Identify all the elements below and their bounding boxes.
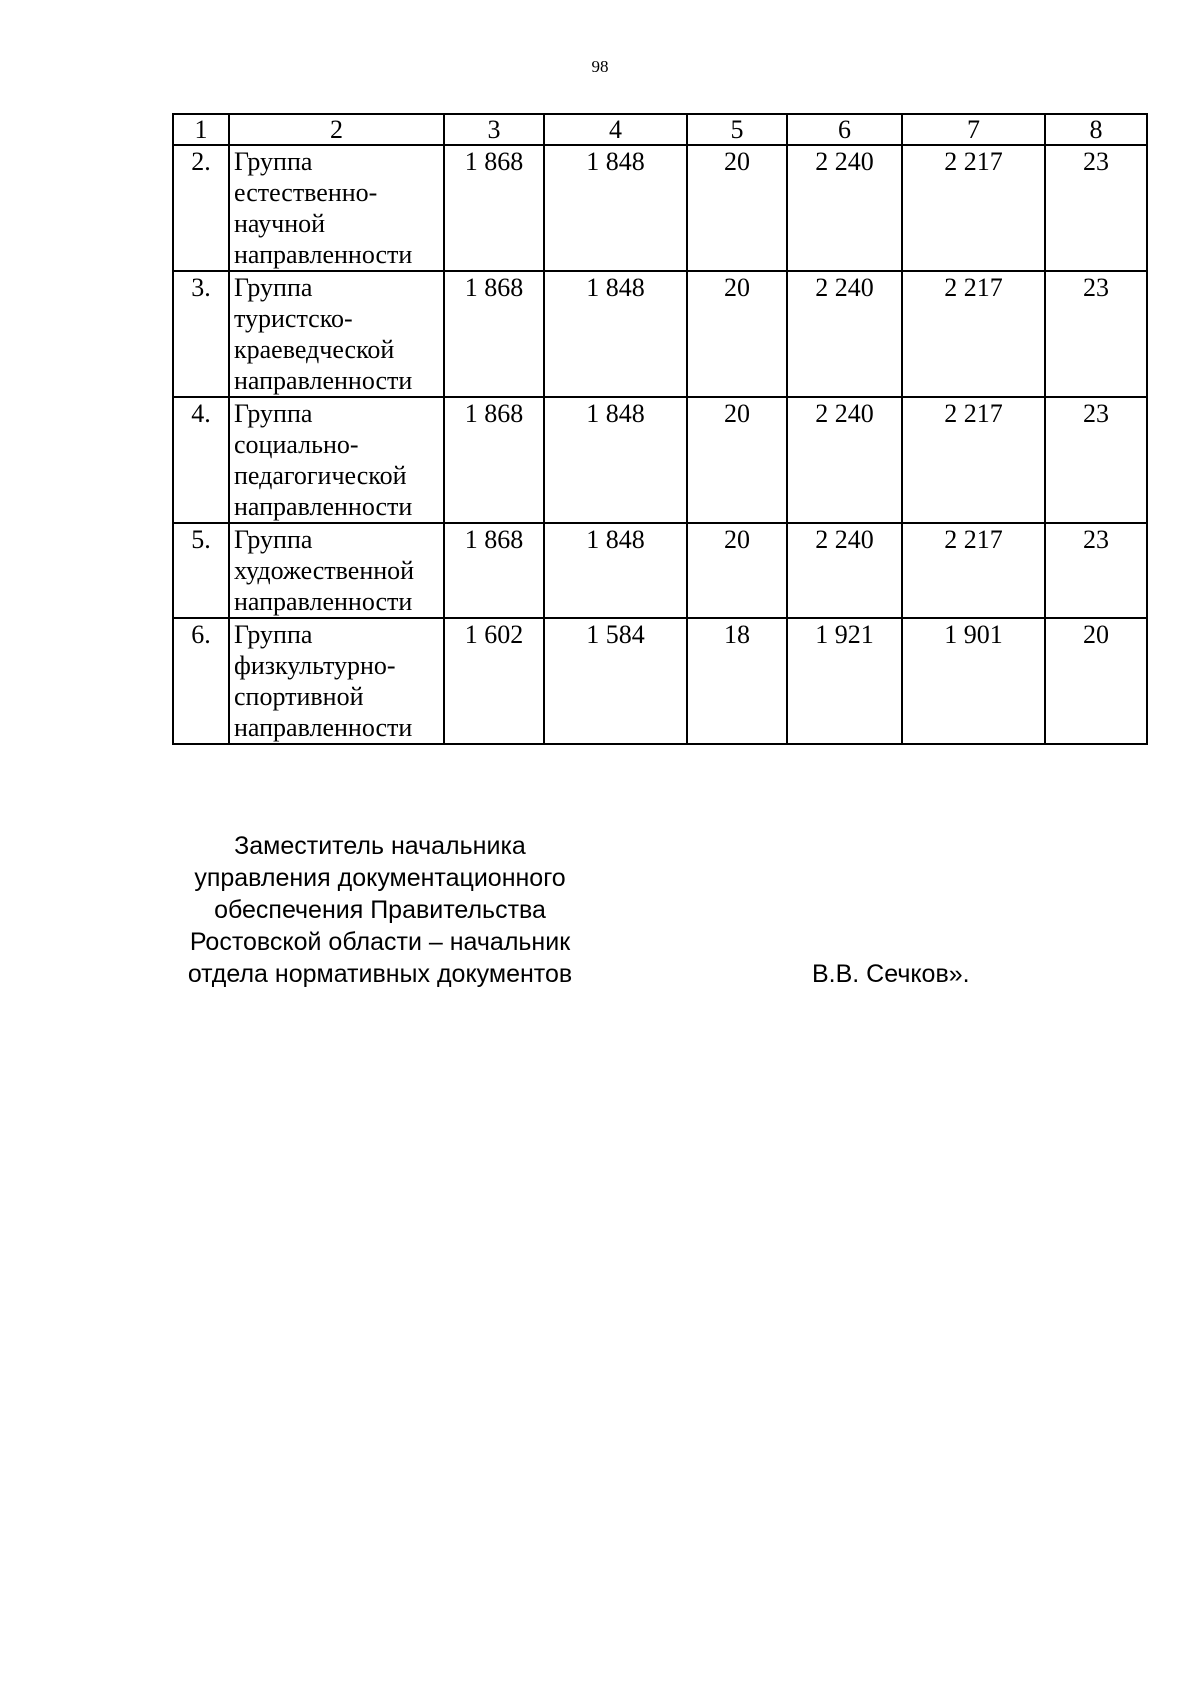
group-name-line: естественно- <box>234 178 378 207</box>
value-cell: 2 217 <box>902 145 1045 271</box>
column-header: 7 <box>902 114 1045 145</box>
value-cell: 18 <box>687 618 787 744</box>
value-cell: 23 <box>1045 397 1147 523</box>
value-cell: 20 <box>687 271 787 397</box>
value-cell: 1 901 <box>902 618 1045 744</box>
value-cell: 2 240 <box>787 523 902 618</box>
value-cell: 1 848 <box>544 397 687 523</box>
value-cell: 2 240 <box>787 271 902 397</box>
row-number: 5. <box>173 523 229 618</box>
signatory-name: В.В. Сечков». <box>812 960 970 988</box>
value-cell: 1 868 <box>444 523 544 618</box>
value-cell: 20 <box>687 397 787 523</box>
table-row <box>173 397 1147 523</box>
value-cell: 20 <box>687 145 787 271</box>
table-row <box>173 618 1147 744</box>
value-cell: 2 217 <box>902 397 1045 523</box>
group-name <box>229 397 444 523</box>
value-cell: 23 <box>1045 523 1147 618</box>
value-cell: 1 868 <box>444 271 544 397</box>
group-name-line: Группа <box>234 525 313 554</box>
column-header: 8 <box>1045 114 1147 145</box>
group-name-line: социально- <box>234 430 359 459</box>
column-header: 2 <box>229 114 444 145</box>
group-name <box>229 618 444 744</box>
value-cell: 1 584 <box>544 618 687 744</box>
table-row <box>173 145 1147 271</box>
table-header-row <box>173 114 1147 145</box>
column-header: 6 <box>787 114 902 145</box>
group-name-line: направленности <box>234 587 413 616</box>
group-name-line: физкультурно- <box>234 651 396 680</box>
value-cell: 1 602 <box>444 618 544 744</box>
group-name-line: направленности <box>234 713 413 742</box>
signature-title-line: Ростовской области – начальник <box>189 928 571 956</box>
group-name-line: педагогической <box>234 461 407 490</box>
group-name-line: Группа <box>234 620 313 649</box>
group-name-line: туристско- <box>234 304 353 333</box>
signature-title-line: управления документационного <box>194 864 566 892</box>
signature-title-line: отдела нормативных документов <box>187 960 573 988</box>
group-name-line: Группа <box>234 273 313 302</box>
value-cell: 20 <box>1045 618 1147 744</box>
value-cell: 2 240 <box>787 145 902 271</box>
value-cell: 23 <box>1045 145 1147 271</box>
group-name-line: научной <box>234 209 326 238</box>
value-cell: 1 848 <box>544 271 687 397</box>
value-cell: 2 217 <box>902 271 1045 397</box>
group-name-line: направленности <box>234 240 413 269</box>
row-number: 2. <box>173 145 229 271</box>
row-number: 6. <box>173 618 229 744</box>
table-row <box>173 271 1147 397</box>
signature-title-line: обеспечения Правительства <box>214 896 546 924</box>
column-header: 4 <box>544 114 687 145</box>
column-header: 1 <box>173 114 229 145</box>
data-table <box>172 113 1148 745</box>
value-cell: 20 <box>687 523 787 618</box>
value-cell: 2 217 <box>902 523 1045 618</box>
table-row <box>173 523 1147 618</box>
group-name-line: направленности <box>234 492 413 521</box>
value-cell: 23 <box>1045 271 1147 397</box>
group-name <box>229 523 444 618</box>
row-number: 3. <box>173 271 229 397</box>
value-cell: 2 240 <box>787 397 902 523</box>
column-header: 3 <box>444 114 544 145</box>
group-name <box>229 145 444 271</box>
signature-title-line: Заместитель начальника <box>234 832 526 860</box>
value-cell: 1 848 <box>544 145 687 271</box>
value-cell: 1 921 <box>787 618 902 744</box>
signature-title <box>160 830 600 990</box>
row-number: 4. <box>173 397 229 523</box>
group-name-line: спортивной <box>234 682 364 711</box>
page-number: 98 <box>591 57 609 76</box>
group-name-line: краеведческой <box>234 335 395 364</box>
value-cell: 1 868 <box>444 397 544 523</box>
value-cell: 1 848 <box>544 523 687 618</box>
column-header: 5 <box>687 114 787 145</box>
group-name-line: Группа <box>234 147 313 176</box>
group-name-line: направленности <box>234 366 413 395</box>
group-name-line: художественной <box>234 556 415 585</box>
group-name-line: Группа <box>234 399 313 428</box>
group-name <box>229 271 444 397</box>
value-cell: 1 868 <box>444 145 544 271</box>
